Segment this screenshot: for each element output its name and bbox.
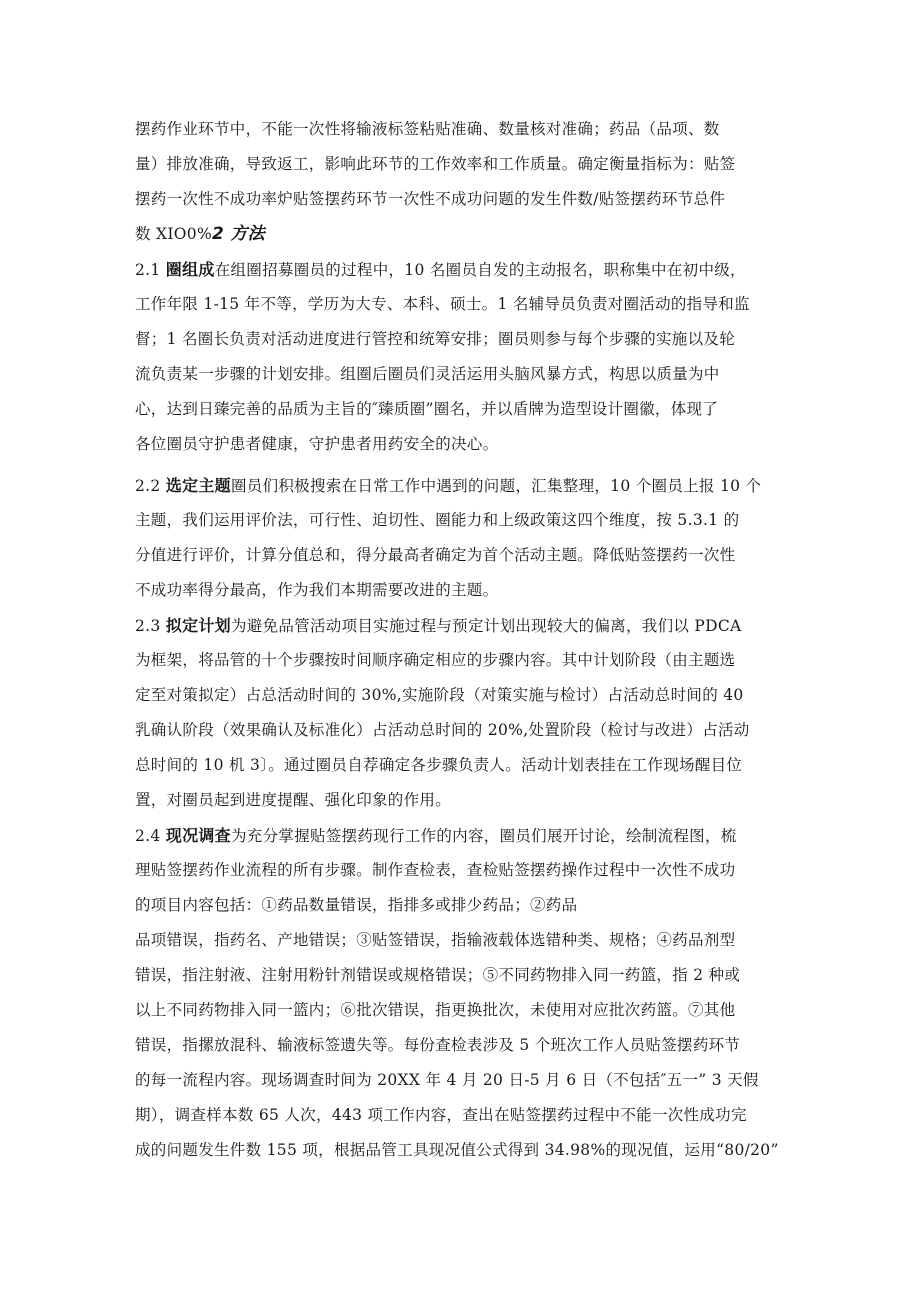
text-line: 心，达到日臻完善的品质为主旨的″臻质圈”圈名，并以盾牌为造型设计圈徽，体现了 bbox=[135, 400, 719, 418]
document-body bbox=[135, 112, 800, 1168]
section-number: 2.3 bbox=[135, 617, 166, 635]
text-line: 理贴签摆药作业流程的所有步骤。制作查检表，查检贴签摆药操作过程中一次性不成功 bbox=[135, 861, 736, 879]
section-number: 2.4 bbox=[135, 827, 166, 845]
text-line: 错误，指摞放混科、输液标签遗失等。每份查检表涉及 5 个班次工作人员贴签摆药环节 bbox=[135, 1036, 741, 1054]
section-title: 选定主题 bbox=[165, 476, 231, 495]
text-line: 工作年限 1-15 年不等，学历为大专、本科、硕士。1 名辅导员负责对圈活动的指导和监 bbox=[135, 295, 750, 313]
text-fragment: 数 XIO0% bbox=[135, 225, 212, 243]
text-line: 分值进行评价，计算分值总和，得分最高者确定为首个活动主题。降低贴签摆药一次性 bbox=[135, 546, 736, 564]
text-line: 的每一流程内容。现场调查时间为 20XX 年 4 月 20 日-5 月 6 日（不包括″五一” 3 天假 bbox=[135, 1071, 759, 1089]
text-line: 不成功率得分最高，作为我们本期需要改进的主题。 bbox=[135, 581, 499, 599]
section-number: 2.2 bbox=[135, 477, 166, 495]
section-first-line bbox=[135, 252, 800, 287]
method-heading: 2 方法 bbox=[211, 224, 265, 244]
text-line bbox=[135, 217, 800, 252]
text-line: 品项错误，指药名、产地错误；③贴签错误，指输液载体选错种类、规格；④药品剂型 bbox=[135, 931, 736, 949]
section-first-line bbox=[135, 608, 800, 643]
text-line: 定至对策拟定）占总活动时间的 30%,实施阶段（对策实施与检讨）占活动总时间的 40 bbox=[135, 686, 744, 704]
text-line: 流负责某一步骤的计划安排。组圈后圈员们灵活运用头脑风暴方式，构思以质量为中 bbox=[135, 365, 720, 383]
section-title: 拟定计划 bbox=[165, 616, 231, 635]
section-title: 现况调查 bbox=[165, 826, 231, 845]
section-2-2 bbox=[135, 468, 800, 608]
text-fragment: 在组圈招募圈员的过程中，10 名圈员自发的主动报名，职称集中在初中级， bbox=[214, 261, 746, 279]
text-line: 总时间的 10 机 3〕。通过圈员自荐确定各步骤负责人。活动计划表挂在工作现场醒目位 bbox=[135, 756, 743, 774]
text-fragment: 为避免品管活动项目实施过程与预定计划出现较大的偏离，我们以 PDCA bbox=[230, 617, 742, 635]
section-2-1 bbox=[135, 252, 800, 462]
text-line: 错误，指注射液、注射用粉针剂错误或规格错误；⑤不同药物排入同一药篮，指 2 种或 bbox=[135, 966, 741, 984]
text-line: 乳确认阶段（效果确认及标准化）占活动总时间的 20%,处置阶段（检讨与改进）占活动 bbox=[135, 721, 750, 739]
section-2-4 bbox=[135, 818, 800, 1168]
text-line: 期），调查样本数 65 人次，443 项工作内容，查出在贴签摆药过程中不能一次性成功完 bbox=[135, 1106, 747, 1124]
text-line: 主题，我们运用评价法，可行性、迫切性、圈能力和上级政策这四个维度，按 5.3.1 的 bbox=[135, 511, 740, 529]
text-line: 以上不同药物排入同一篮内；⑥批次错误，指更换批次，未使用对应批次药篮。⑦其他 bbox=[135, 1001, 736, 1019]
text-line: 为框架，将品管的十个步骤按时间顺序确定相应的步骤内容。其中计划阶段（由主题选 bbox=[135, 651, 736, 669]
section-2-3 bbox=[135, 608, 800, 818]
text-fragment: 圈员们积极搜索在日常工作中遇到的问题，汇集整理，10 个圈员上报 10 个 bbox=[230, 477, 762, 495]
section-first-line bbox=[135, 468, 800, 503]
text-fragment: 为充分掌握贴签摆药现行工作的内容，圈员们展开讨论，绘制流程图，梳 bbox=[230, 827, 737, 845]
text-line: 摆药作业环节中，不能一次性将输液标签粘贴准确、数量核对准确；药品（品项、数 bbox=[135, 120, 720, 138]
text-line: 督；1 名圈长负责对活动进度进行管控和统筹安排；圈员则参与每个步骤的实施以及轮 bbox=[135, 330, 735, 348]
intro-paragraph bbox=[135, 112, 800, 252]
text-line: 量）排放准确，导致返工，影响此环节的工作效率和工作质量。确定衡量指标为：贴签 bbox=[135, 155, 736, 173]
section-title: 圈组成 bbox=[165, 260, 215, 279]
section-number: 2.1 bbox=[135, 261, 166, 279]
text-line: 摆药一次性不成功率炉贴签摆药环节一次性不成功问题的发生件数/贴签摆药环节总件 bbox=[135, 190, 726, 208]
text-line: 的项目内容包括：①药品数量错误，指排多或排少药品；②药品 bbox=[135, 896, 578, 914]
text-line: 置，对圈员起到进度提醒、强化印象的作用。 bbox=[135, 791, 452, 809]
section-first-line bbox=[135, 818, 800, 853]
text-line: 各位圈员守护患者健康，守护患者用药安全的决心。 bbox=[135, 435, 499, 453]
text-line: 成的问题发生件数 155 项，根据品管工具现况值公式得到 34.98%的现况值，运用“80/20” bbox=[135, 1141, 779, 1159]
